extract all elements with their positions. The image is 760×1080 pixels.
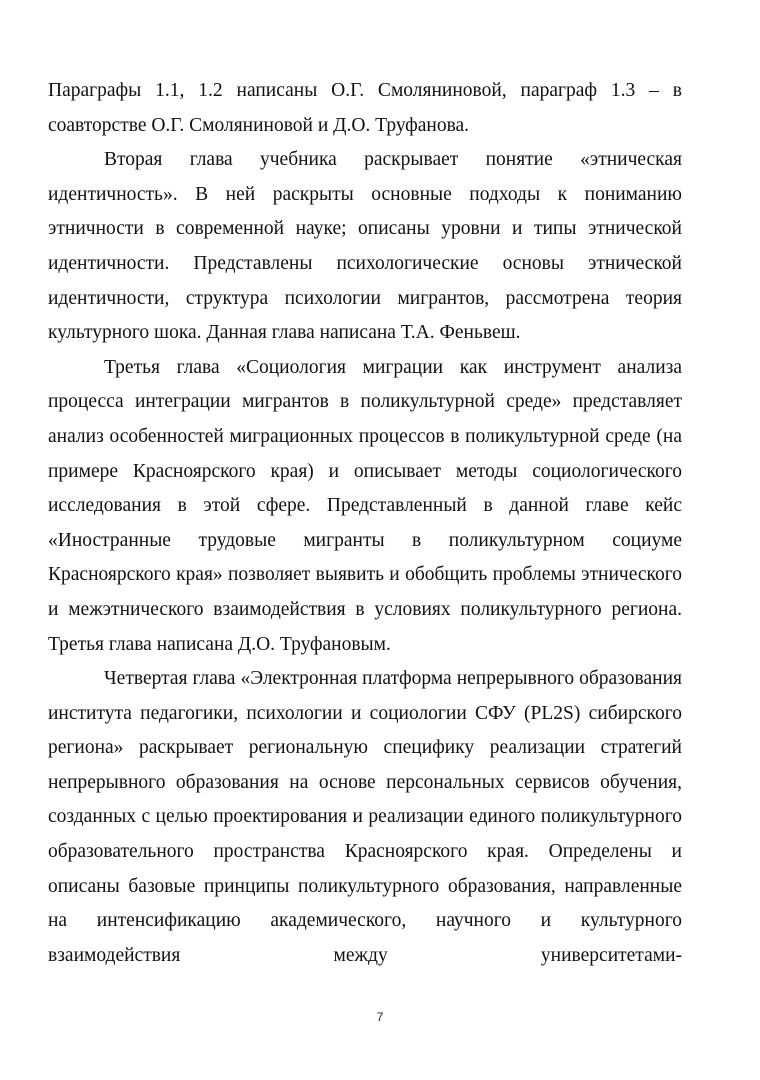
paragraph-authors-chapter-1: Параграфы 1.1, 1.2 написаны О.Г. Смоляниновой, параграф 1.3 – в соавторстве О.Г. Смоляниновой и Д.О. Труфанова.: [48, 80, 682, 136]
page-number: 7: [376, 1010, 384, 1024]
paragraph-chapter-3: Третья глава «Социология миграции как инструмент анализа процесса интеграции мигрантов в поликультурной среде» представляет анализ особенностей миграционных процессов в поликультурной среде (на примере Красноярского края) и описывает методы социологического исследования в этой сфере. Представленный в данной главе кейс «Иностранные трудовые мигранты в поликультурном социуме Красноярского края» позволяет выявить и обобщить проблемы этнического и межэтнического взаимодействия в условиях поликультурного региона. Третья глава написана Д.О. Труфановым.: [48, 356, 682, 655]
body-text: [48, 74, 682, 973]
paragraph-chapter-2: Вторая глава учебника раскрывает понятие «этническая идентичность». В ней раскрыты основные подходы к пониманию этничности в современной науке; описаны уровни и типы этнической идентичности. Представлены психологические основы этнической идентичности, структура психологии мигрантов, рассмотрена теория культурного шока. Данная глава написана Т.А. Феньвеш.: [48, 149, 682, 344]
paragraph-chapter-4: Четвертая глава «Электронная платформа непрерывного образования института педагогики, психологии и социологии СФУ (PL2S) сибирского региона» раскрывает региональную специфику реализации стратегий непрерывного образования на основе персональных сервисов обучения, созданных с целью проектирования и реализации единого поликультурного образовательного пространства Красноярского края. Определены и описаны базовые принципы поликультурного образования, направленные на интенсификацию академического, научного и культурного взаимодействия между университетами-: [48, 668, 682, 966]
